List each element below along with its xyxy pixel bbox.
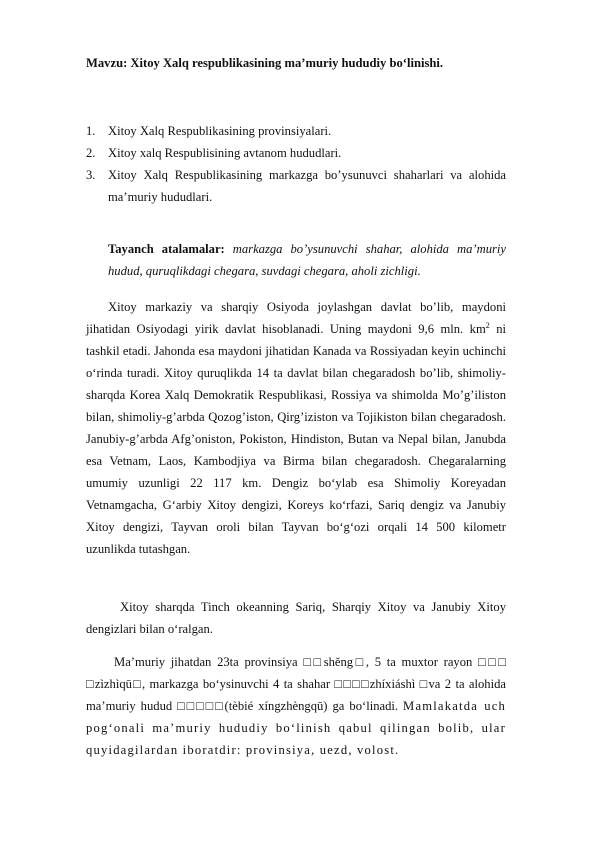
paragraph-text: ni tashkil etadi. Jahonda esa maydoni jihatidan Kanada va Rossiyadan keyin uchinchi o‘rinda turadi. Xitoy quruqlikda 14 ta davlat bilan chegaradosh bo’lib, shimoliy-sharqda Korea Xalq Demokratik Respublikasi, Rossiya va shimolda Mo’g’iliston bilan, shimoliy-g’arbda Qozog’iston, Qirg’iziston va Tojikiston bilan chegaradosh. Janubiy-g’arbda Afg’oniston, Pokiston, Hindiston, Butan va Nepal bilan, Janubda esa Vetnam, Laos, Kambodjiya va Birma bilan chegaradosh. Chegaralarning umumiy uzunligi 22 117 km. Dengiz bo‘ylab esa Shimoliy Koreyadan Vetnamgacha, G‘arbiy Xitoy dengizi, Koreys ko‘rfazi, Sariq dengiz va Janubiy Xitoy dengizi, Tayvan oroli bilan Tayvan bo‘g‘ozi orqali 14 500 kilometr uzunlikda tutashgan. bbox=[86, 322, 506, 556]
keywords-paragraph bbox=[108, 238, 506, 282]
list-text: Xitoy xalq Respublisining avtanom hududlari. bbox=[108, 146, 342, 160]
list-number: 2. bbox=[86, 146, 96, 160]
superscript: 2 bbox=[485, 320, 490, 330]
list-text: Xitoy Xalq Respublikasining provinsiyalari. bbox=[108, 124, 332, 138]
paragraph-text: Ma’muriy jihatdan 23ta provinsiya □□shěng□, 5 ta muxtor rayon □□□ □zìzhìqū□, markazga bo‘ysinuvchi 4 ta shahar □□□□zhíxiáshì □va 2 ta alohida ma’muriy hudud □□□□□(tèbié xíngzhèngqū) ga bo‘linadi. bbox=[86, 655, 506, 713]
list-number: 3. bbox=[86, 168, 96, 182]
keywords-text: markazga bo’ysunuvchi shahar, alohida ma’muriy hudud, quruqlikdagi chegara, suvdagi chegara, aholi zichligi. bbox=[108, 242, 506, 278]
list-item bbox=[86, 120, 506, 142]
list-number: 1. bbox=[86, 124, 96, 138]
page-title: Mavzu: Xitoy Xalq respublikasining ma’muriy hududiy bo‘linishi. bbox=[86, 56, 444, 70]
body-paragraph-2: Xitoy sharqda Tinch okeanning Sariq, Sharqiy Xitoy va Janubiy Xitoy dengizlari bilan o‘ralgan. bbox=[86, 600, 506, 636]
keywords-label: Tayanch atalamalar: bbox=[108, 242, 225, 256]
body-paragraph-1 bbox=[86, 296, 506, 560]
topic-list bbox=[86, 120, 506, 208]
list-item bbox=[86, 142, 506, 164]
list-item bbox=[86, 164, 506, 208]
list-text: Xitoy Xalq Respublikasining markazga bo’ysunuvci shaharlari va alohida ma’muriy hududlari. bbox=[108, 168, 506, 204]
paragraph-text: Xitoy markaziy va sharqiy Osiyoda joylashgan davlat bo’lib, maydoni jihatidan Osiyodagi yirik davlat hisoblanadi. Uning maydoni 9,6 mln. km bbox=[86, 300, 506, 336]
body-paragraph-3 bbox=[86, 651, 506, 761]
paragraph-text-spaced: Mamlakatda uch pog‘onali ma’muriy hududiy bo‘linish qabul qilingan bolib, ular quyidagilardan iboratdir: provinsiya, uezd, volost. bbox=[86, 699, 506, 757]
